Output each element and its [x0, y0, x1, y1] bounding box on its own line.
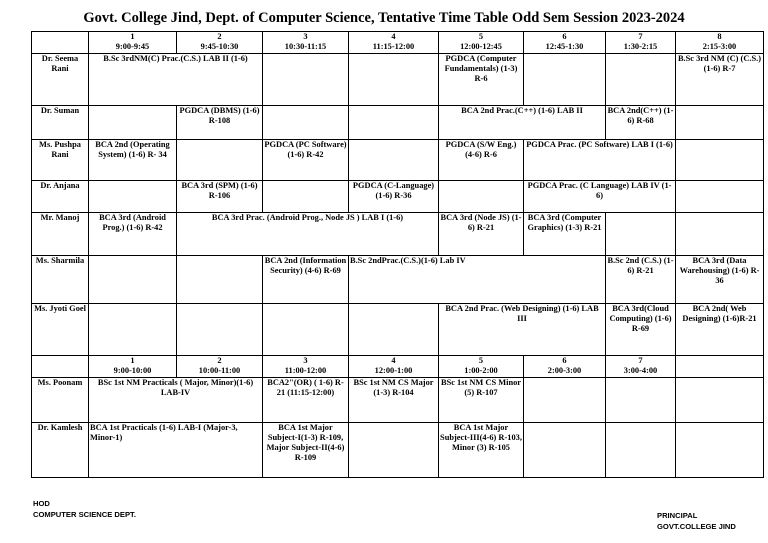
table-row: [32, 213, 764, 256]
corner-cell: [32, 32, 89, 54]
class-cell: BCA 3rd (Node JS) (1-6) R-21: [439, 213, 524, 256]
teacher-name: Ms. Pushpa Rani: [32, 140, 89, 181]
teacher-name: Ms. Poonam: [32, 378, 89, 423]
class-cell: BCA 1st Major Subject-I(1-3) R-109, Major Subject-II(4-6) R-109: [263, 423, 349, 478]
table-row: [32, 181, 764, 213]
period-header: 5 1:00-2:00: [439, 356, 524, 378]
period-header: 8 2:15-3:00: [676, 32, 764, 54]
hod-department: COMPUTER SCIENCE DEPT.: [33, 510, 136, 520]
empty-cell: [524, 423, 606, 478]
empty-cell: [676, 106, 764, 140]
period-header: 6 12:45-1:30: [524, 32, 606, 54]
class-cell: PGDCA Prac. (PC Software) LAB I (1-6): [524, 140, 676, 181]
class-cell: BCA 3rd (Computer Graphics) (1-3) R-21: [524, 213, 606, 256]
hod-signature-block: [33, 498, 136, 521]
teacher-name: Ms. Sharmila: [32, 256, 89, 304]
teacher-name: Dr. Kamlesh: [32, 423, 89, 478]
class-cell: BCA 2nd Prac.(C++) (1-6) LAB II: [439, 106, 606, 140]
empty-cell: [177, 140, 263, 181]
class-cell: BCA 3rd(Cloud Computing) (1-6) R-69: [606, 304, 676, 356]
empty-cell: [177, 304, 263, 356]
empty-cell: [676, 140, 764, 181]
class-cell: BCA 2nd( Web Designing) (1-6)R-21: [676, 304, 764, 356]
empty-cell: [263, 106, 349, 140]
class-cell: BCA 2nd Prac. (Web Designing) (1-6) LAB III: [439, 304, 606, 356]
empty-cell: [439, 181, 524, 213]
empty-cell: [606, 213, 676, 256]
class-cell: BSc 1st NM Practicals ( Major, Minor)(1-6) LAB-IV: [89, 378, 263, 423]
table-row: [32, 304, 764, 356]
class-cell: BCA 3rd Prac. (Android Prog., Node JS ) LAB I (1-6): [177, 213, 439, 256]
teacher-name: Ms. Jyoti Goel: [32, 304, 89, 356]
period-header: 1 9:00-10:00: [89, 356, 177, 378]
period-header: 3 11:00-12:00: [263, 356, 349, 378]
empty-cell: [676, 213, 764, 256]
class-cell: BCA2"(OR) ( 1-6) R-21 (11:15-12:00): [263, 378, 349, 423]
table-row: [32, 423, 764, 478]
empty-cell: [89, 304, 177, 356]
empty-cell: [263, 304, 349, 356]
class-cell: BCA 3rd (Data Warehousing) (1-6) R-36: [676, 256, 764, 304]
class-cell: B.Sc 2ndPrac.(C.S.)(1-6) Lab IV: [349, 256, 606, 304]
class-cell: BCA 2nd(C++) (1-6) R-68: [606, 106, 676, 140]
table-row: [32, 106, 764, 140]
empty-cell: [676, 378, 764, 423]
teacher-name: Dr. Anjana: [32, 181, 89, 213]
class-cell: PGDCA (Computer Fundamentals) (1-3) R-6: [439, 54, 524, 106]
empty-cell: [349, 54, 439, 106]
period-header: 1 9:00-9:45: [89, 32, 177, 54]
period-header-row: [32, 32, 764, 54]
corner-cell: [32, 356, 89, 378]
empty-cell: [177, 256, 263, 304]
class-cell: BSc 1st NM CS Major (1-3) R-104: [349, 378, 439, 423]
period-header-row: [32, 356, 764, 378]
table-row: [32, 256, 764, 304]
class-cell: BSc 1st NM CS Minor (5) R-107: [439, 378, 524, 423]
class-cell: PGDCA (C-Language) (1-6) R-36: [349, 181, 439, 213]
period-header: 5 12:00-12:45: [439, 32, 524, 54]
empty-cell: [89, 106, 177, 140]
period-header: 7 3:00-4:00: [606, 356, 676, 378]
class-cell: BCA 3rd (Android Prog.) (1-6) R-42: [89, 213, 177, 256]
empty-cell: [263, 181, 349, 213]
empty-cell: [606, 423, 676, 478]
teacher-name: Dr. Suman: [32, 106, 89, 140]
empty-cell: [349, 423, 439, 478]
empty-cell: [263, 54, 349, 106]
empty-cell: [349, 304, 439, 356]
table-row: [32, 140, 764, 181]
empty-cell: [524, 54, 606, 106]
class-cell: B.Sc 3rdNM(C) Prac.(C.S.) LAB II (1-6): [89, 54, 263, 106]
class-cell: B.Sc 3rd NM (C) (C.S.) (1-6) R-7: [676, 54, 764, 106]
class-cell: PGDCA (DBMS) (1-6) R-108: [177, 106, 263, 140]
table-row: [32, 54, 764, 106]
empty-cell: [89, 256, 177, 304]
period-header: 3 10:30-11:15: [263, 32, 349, 54]
class-cell: BCA 1st Practicals (1-6) LAB-I (Major-3, Minor-1): [89, 423, 263, 478]
principal-signature-block: [657, 510, 736, 533]
teacher-name: Dr. Seema Rani: [32, 54, 89, 106]
page-title: Govt. College Jind, Dept. of Computer Science, Tentative Time Table Odd Sem Session 2023-2024: [83, 10, 685, 26]
period-header: 4 12:00-1:00: [349, 356, 439, 378]
empty-cell: [349, 106, 439, 140]
period-header: 2 9:45-10:30: [177, 32, 263, 54]
teacher-name: Mr. Manoj: [32, 213, 89, 256]
period-header: 2 10:00-11:00: [177, 356, 263, 378]
empty-cell: [676, 356, 764, 378]
empty-cell: [606, 54, 676, 106]
empty-cell: [89, 181, 177, 213]
class-cell: PGDCA (PC Software) (1-6) R-42: [263, 140, 349, 181]
empty-cell: [606, 378, 676, 423]
principal-college: GOVT.COLLEGE JIND: [657, 522, 736, 532]
principal-label: PRINCIPAL: [657, 511, 698, 520]
class-cell: B.Sc 2nd (C.S.) (1-6) R-21: [606, 256, 676, 304]
class-cell: BCA 2nd (Operating System) (1-6) R- 34: [89, 140, 177, 181]
period-header: 7 1:30-2:15: [606, 32, 676, 54]
class-cell: BCA 1st Major Subject-III(4-6) R-103, Minor (3) R-105: [439, 423, 524, 478]
period-header: 6 2:00-3:00: [524, 356, 606, 378]
empty-cell: [524, 378, 606, 423]
table-row: [32, 378, 764, 423]
timetable: [31, 31, 764, 478]
hod-label: HOD: [33, 499, 50, 508]
class-cell: PGDCA Prac. (C Language) LAB IV (1-6): [524, 181, 676, 213]
class-cell: BCA 2nd (Information Security) (4-6) R-69: [263, 256, 349, 304]
empty-cell: [349, 140, 439, 181]
empty-cell: [676, 423, 764, 478]
empty-cell: [676, 181, 764, 213]
class-cell: PGDCA (S/W Eng.) (4-6) R-6: [439, 140, 524, 181]
class-cell: BCA 3rd (SPM) (1-6) R-106: [177, 181, 263, 213]
period-header: 4 11:15-12:00: [349, 32, 439, 54]
